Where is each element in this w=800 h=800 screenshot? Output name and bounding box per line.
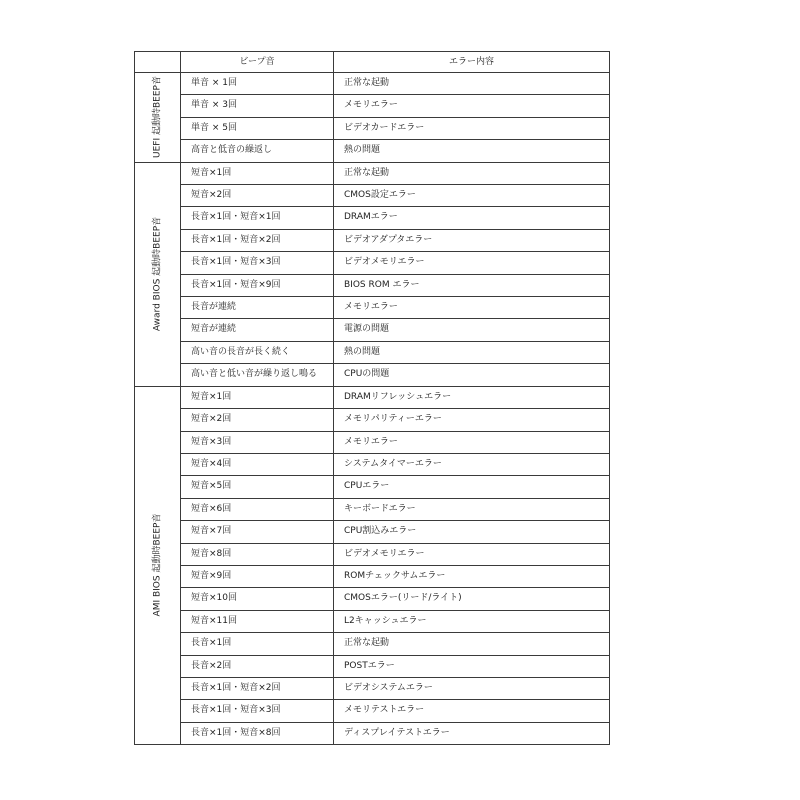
table-row bbox=[135, 677, 610, 699]
table-row bbox=[135, 140, 610, 162]
beep-pattern-cell: 短音×4回 bbox=[181, 453, 334, 475]
error-description-cell: ビデオアダプタエラー bbox=[334, 229, 610, 251]
beep-pattern-cell: 単音 × 5回 bbox=[181, 117, 334, 139]
table-row bbox=[135, 185, 610, 207]
error-description-cell: キーボードエラー bbox=[334, 498, 610, 520]
table-row bbox=[135, 364, 610, 386]
header-group bbox=[135, 52, 181, 73]
table-row bbox=[135, 207, 610, 229]
error-description-cell: L2キャッシュエラー bbox=[334, 610, 610, 632]
error-description-cell: DRAMエラー bbox=[334, 207, 610, 229]
beep-pattern-cell: 長音×1回 bbox=[181, 633, 334, 655]
error-description-cell: DRAMリフレッシュエラー bbox=[334, 386, 610, 408]
error-description-cell: 正常な起動 bbox=[334, 162, 610, 184]
error-description-cell: ディスプレイテストエラー bbox=[334, 722, 610, 744]
table-row bbox=[135, 543, 610, 565]
beep-pattern-cell: 短音×2回 bbox=[181, 185, 334, 207]
error-description-cell: POSTエラー bbox=[334, 655, 610, 677]
table-row bbox=[135, 95, 610, 117]
beep-pattern-cell: 短音×11回 bbox=[181, 610, 334, 632]
table-row bbox=[135, 476, 610, 498]
table-row bbox=[135, 386, 610, 408]
error-description-cell: ROMチェックサムエラー bbox=[334, 565, 610, 587]
header-row bbox=[135, 52, 610, 73]
table-row bbox=[135, 274, 610, 296]
table-row bbox=[135, 588, 610, 610]
table-row bbox=[135, 453, 610, 475]
error-description-cell: ビデオメモリエラー bbox=[334, 543, 610, 565]
error-description-cell: メモリテストエラー bbox=[334, 700, 610, 722]
beep-pattern-cell: 高い音と低い音が繰り返し鳴る bbox=[181, 364, 334, 386]
table-row bbox=[135, 319, 610, 341]
error-description-cell: メモリエラー bbox=[334, 297, 610, 319]
header-beep: ビープ音 bbox=[181, 52, 334, 73]
group-label: Award BIOS 起動時BEEP音 bbox=[152, 217, 162, 332]
group-label-cell bbox=[135, 73, 181, 163]
error-description-cell: BIOS ROM エラー bbox=[334, 274, 610, 296]
table-row bbox=[135, 117, 610, 139]
beep-pattern-cell: 長音×1回・短音×1回 bbox=[181, 207, 334, 229]
table-row bbox=[135, 655, 610, 677]
beep-pattern-cell: 短音×10回 bbox=[181, 588, 334, 610]
error-description-cell: 正常な起動 bbox=[334, 73, 610, 95]
error-description-cell: メモリエラー bbox=[334, 431, 610, 453]
error-description-cell: CPUの問題 bbox=[334, 364, 610, 386]
error-description-cell: メモリパリティーエラー bbox=[334, 409, 610, 431]
beep-pattern-cell: 長音×1回・短音×3回 bbox=[181, 700, 334, 722]
group-label-cell bbox=[135, 386, 181, 745]
beep-pattern-cell: 長音×1回・短音×3回 bbox=[181, 252, 334, 274]
beep-code-table bbox=[134, 51, 610, 745]
table-row bbox=[135, 409, 610, 431]
beep-pattern-cell: 短音×6回 bbox=[181, 498, 334, 520]
table-row bbox=[135, 700, 610, 722]
beep-pattern-cell: 短音×1回 bbox=[181, 386, 334, 408]
error-description-cell: CPU割込みエラー bbox=[334, 521, 610, 543]
error-description-cell: 熱の問題 bbox=[334, 341, 610, 363]
error-description-cell: 電源の問題 bbox=[334, 319, 610, 341]
table-row bbox=[135, 162, 610, 184]
error-description-cell: 熱の問題 bbox=[334, 140, 610, 162]
error-description-cell: ビデオカードエラー bbox=[334, 117, 610, 139]
header-error: エラー内容 bbox=[334, 52, 610, 73]
table-row bbox=[135, 610, 610, 632]
error-description-cell: ビデオメモリエラー bbox=[334, 252, 610, 274]
beep-pattern-cell: 短音×7回 bbox=[181, 521, 334, 543]
group-label: AMI BIOS 起動時BEEP音 bbox=[152, 513, 162, 617]
beep-pattern-cell: 高音と低音の繰返し bbox=[181, 140, 334, 162]
error-description-cell: CMOSエラー(リード/ライト) bbox=[334, 588, 610, 610]
table-row bbox=[135, 252, 610, 274]
beep-pattern-cell: 高い音の長音が長く続く bbox=[181, 341, 334, 363]
table-row bbox=[135, 431, 610, 453]
beep-pattern-cell: 短音×8回 bbox=[181, 543, 334, 565]
beep-pattern-cell: 単音 × 1回 bbox=[181, 73, 334, 95]
table-row bbox=[135, 297, 610, 319]
beep-pattern-cell: 短音×2回 bbox=[181, 409, 334, 431]
error-description-cell: ビデオシステムエラー bbox=[334, 677, 610, 699]
group-label: UEFI 起動時BEEP音 bbox=[152, 76, 162, 159]
beep-pattern-cell: 短音×3回 bbox=[181, 431, 334, 453]
table-row bbox=[135, 341, 610, 363]
error-description-cell: CMOS設定エラー bbox=[334, 185, 610, 207]
error-description-cell: 正常な起動 bbox=[334, 633, 610, 655]
table-row bbox=[135, 521, 610, 543]
beep-pattern-cell: 長音×1回・短音×8回 bbox=[181, 722, 334, 744]
table-body bbox=[135, 73, 610, 745]
table-row bbox=[135, 722, 610, 744]
table-row bbox=[135, 633, 610, 655]
beep-pattern-cell: 短音×9回 bbox=[181, 565, 334, 587]
table-row bbox=[135, 229, 610, 251]
beep-pattern-cell: 単音 × 3回 bbox=[181, 95, 334, 117]
table-row bbox=[135, 498, 610, 520]
table-row bbox=[135, 565, 610, 587]
group-label-cell bbox=[135, 162, 181, 386]
beep-pattern-cell: 長音×1回・短音×2回 bbox=[181, 677, 334, 699]
beep-pattern-cell: 長音×1回・短音×2回 bbox=[181, 229, 334, 251]
beep-pattern-cell: 長音が連続 bbox=[181, 297, 334, 319]
beep-pattern-cell: 短音×1回 bbox=[181, 162, 334, 184]
error-description-cell: システムタイマーエラー bbox=[334, 453, 610, 475]
beep-pattern-cell: 短音が連続 bbox=[181, 319, 334, 341]
beep-pattern-cell: 短音×5回 bbox=[181, 476, 334, 498]
error-description-cell: メモリエラー bbox=[334, 95, 610, 117]
beep-pattern-cell: 長音×2回 bbox=[181, 655, 334, 677]
error-description-cell: CPUエラー bbox=[334, 476, 610, 498]
table-row bbox=[135, 73, 610, 95]
beep-pattern-cell: 長音×1回・短音×9回 bbox=[181, 274, 334, 296]
